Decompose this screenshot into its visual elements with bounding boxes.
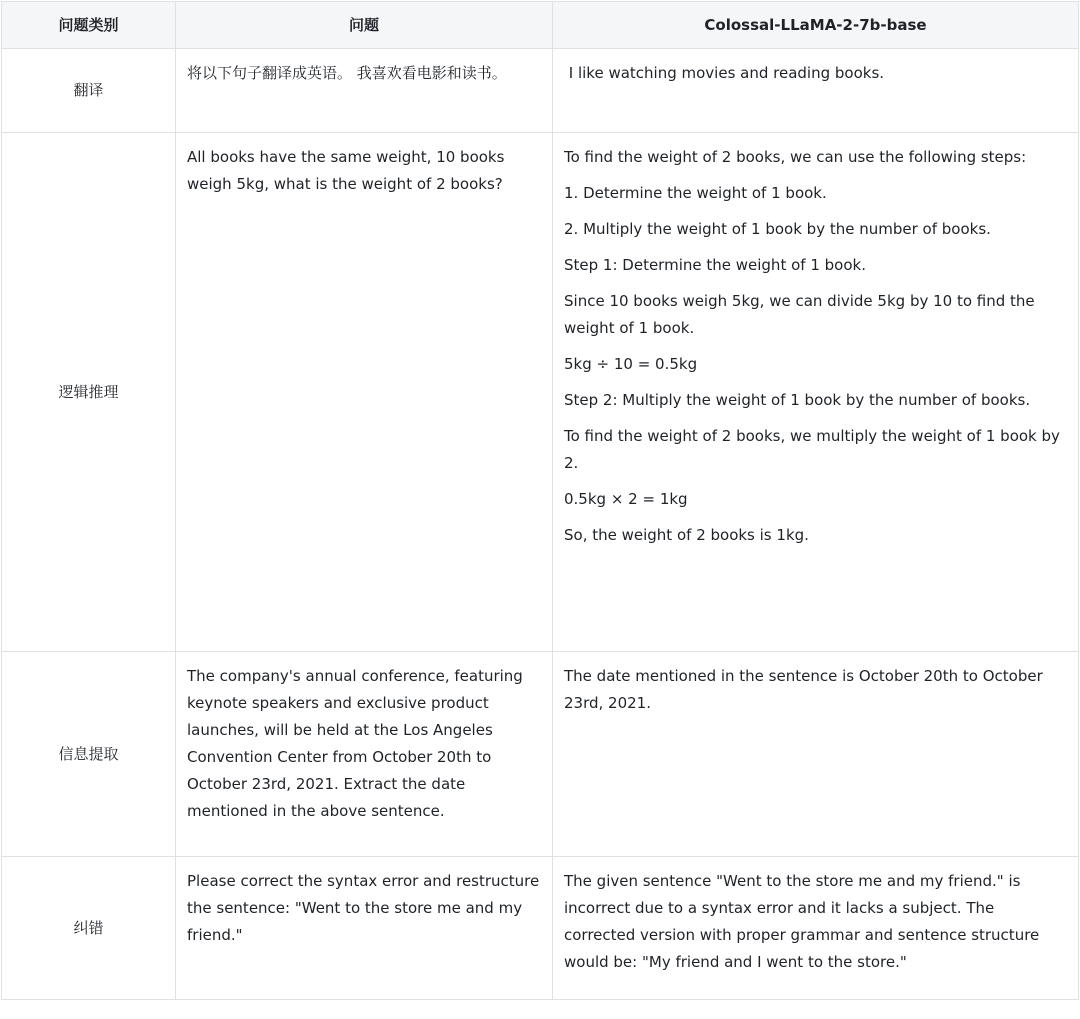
answer-line: 2. Multiply the weight of 1 book by the number of books.: [564, 220, 991, 238]
question-cell: Please correct the syntax error and restructure the sentence: "Went to the store me and my friend.": [176, 857, 553, 1000]
header-answer: Colossal-LLaMA-2-7b-base: [553, 2, 1079, 49]
answer-line: Since 10 books weigh 5kg, we can divide 5kg by 10 to find the weight of 1 book.: [564, 292, 1035, 337]
table-row: [2, 857, 1079, 1000]
answer-line: Step 1: Determine the weight of 1 book.: [564, 256, 866, 274]
answer-line: The given sentence "Went to the store me and my friend." is incorrect due to a syntax error and it lacks a subject. The corrected version with proper grammar and sentence structure would be: "My friend and I went to the store.": [564, 872, 1040, 971]
answer-line: 0.5kg × 2 = 1kg: [564, 490, 688, 508]
answer-line: 1. Determine the weight of 1 book.: [564, 184, 827, 202]
answer-cell: [553, 652, 1079, 857]
answer-line: 5kg ÷ 10 = 0.5kg: [564, 355, 698, 373]
table-body: [2, 49, 1079, 1000]
category-cell: 逻辑推理: [2, 133, 176, 652]
answer-cell: [553, 49, 1079, 133]
category-cell: 信息提取: [2, 652, 176, 857]
comparison-table: [1, 1, 1079, 1000]
answer-line: So, the weight of 2 books is 1kg.: [564, 526, 809, 544]
answer-line: The date mentioned in the sentence is October 20th to October 23rd, 2021.: [564, 667, 1043, 712]
answer-line: To find the weight of 2 books, we multiply the weight of 1 book by 2.: [564, 427, 1060, 472]
table-header: [2, 2, 1079, 49]
answer-line: Step 2: Multiply the weight of 1 book by the number of books.: [564, 391, 1031, 409]
question-cell: The company's annual conference, featuring keynote speakers and exclusive product launches, will be held at the Los Angeles Convention Center from October 20th to October 23rd, 2021. Extract the date mentioned in the above sentence.: [176, 652, 553, 857]
table-row: [2, 652, 1079, 857]
answer-line: To find the weight of 2 books, we can use the following steps:: [564, 148, 1027, 166]
question-cell: All books have the same weight, 10 books weigh 5kg, what is the weight of 2 books?: [176, 133, 553, 652]
answer-cell: [553, 857, 1079, 1000]
table-row: [2, 133, 1079, 652]
header-category: 问题类别: [2, 2, 176, 49]
question-cell: 将以下句子翻译成英语。 我喜欢看电影和读书。: [176, 49, 553, 133]
answer-line: I like watching movies and reading books.: [564, 64, 885, 82]
category-cell: 纠错: [2, 857, 176, 1000]
header-question: 问题: [176, 2, 553, 49]
table-row: [2, 49, 1079, 133]
answer-cell: [553, 133, 1079, 652]
category-cell: 翻译: [2, 49, 176, 133]
header-row: [2, 2, 1079, 49]
